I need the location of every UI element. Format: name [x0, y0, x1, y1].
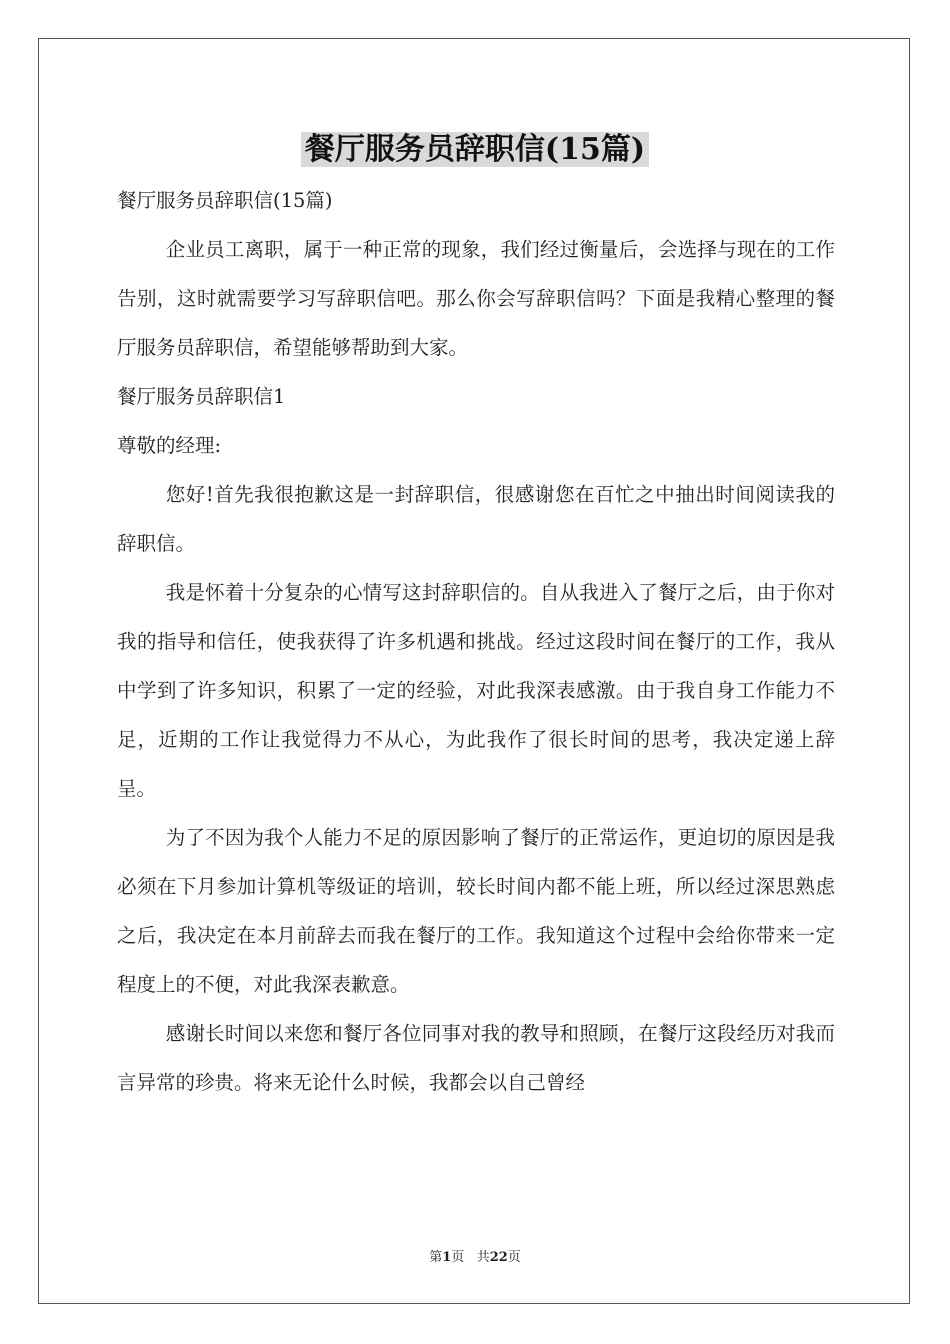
page-prefix: 第 — [429, 1250, 443, 1265]
body-paragraph: 您好!首先我很抱歉这是一封辞职信，很感谢您在百忙之中抽出时间阅读我的辞职信。 — [117, 483, 835, 555]
document-title-text: 餐厅服务员辞职信(15篇) — [301, 132, 649, 167]
document-subtitle: 餐厅服务员辞职信(15篇) — [117, 189, 333, 212]
total-pages: 22 — [489, 1250, 508, 1265]
document-body — [117, 176, 835, 1107]
body-paragraph: 我是怀着十分复杂的心情写这封辞职信的。自从我进入了餐厅之后，由于你对我的指导和信任，使我获得了许多机遇和挑战。经过这段时间在餐厅的工作，我从中学到了许多知识，积累了一定的经验，对此我深表感激。由于我自身工作能力不足，近期的工作让我觉得力不从心，为此我作了很长时间的思考，我决定递上辞呈。 — [117, 581, 835, 800]
salutation: 尊敬的经理: — [117, 434, 222, 457]
body-paragraph: 为了不因为我个人能力不足的原因影响了餐厅的正常运作，更迫切的原因是我必须在下月参加计算机等级证的培训，较长时间内都不能上班，所以经过深思熟虑之后，我决定在本月前辞去而我在餐厅的工作。我知道这个过程中会给你带来一定程度上的不便，对此我深表歉意。 — [117, 826, 835, 996]
page-number: 1 — [442, 1250, 452, 1265]
total-suffix: 页 — [507, 1250, 521, 1265]
page-suffix: 页 — [451, 1250, 465, 1265]
section-heading: 餐厅服务员辞职信1 — [117, 385, 286, 408]
body-paragraph: 感谢长时间以来您和餐厅各位同事对我的教导和照顾，在餐厅这段经历对我而言异常的珍贵。将来无论什么时候，我都会以自己曾经 — [117, 1022, 835, 1094]
document-title — [0, 126, 950, 174]
page-footer — [0, 1246, 950, 1265]
total-prefix: 共 — [476, 1250, 490, 1265]
intro-paragraph: 企业员工离职，属于一种正常的现象，我们经过衡量后，会选择与现在的工作告别，这时就需要学习写辞职信吧。那么你会写辞职信吗？下面是我精心整理的餐厅服务员辞职信，希望能够帮助到大家。 — [117, 238, 835, 359]
